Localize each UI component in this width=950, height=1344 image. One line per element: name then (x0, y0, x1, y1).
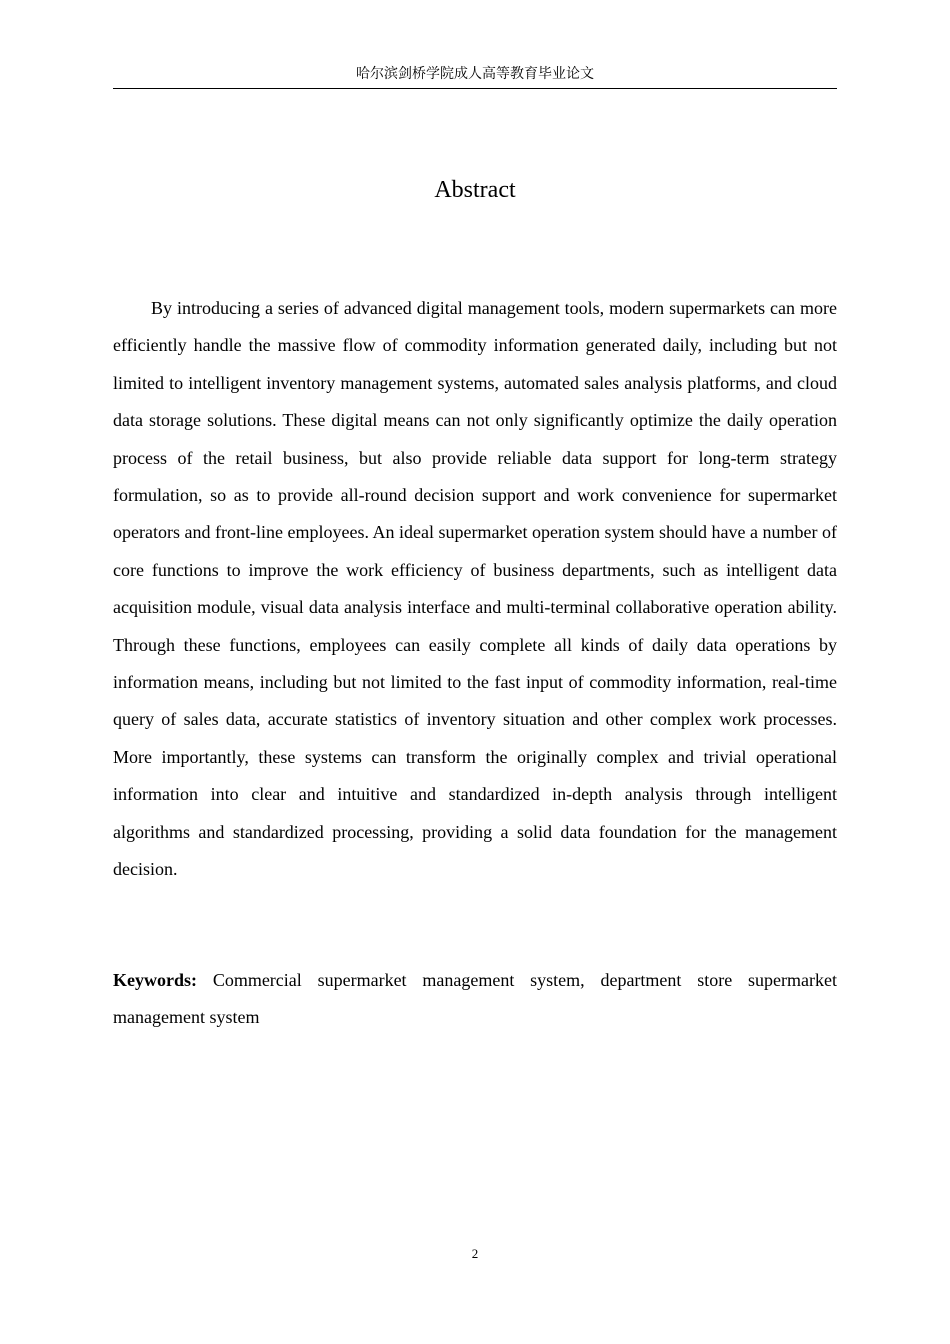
page-number: 2 (471, 1246, 479, 1261)
keywords-label: Keywords: (113, 970, 197, 990)
keywords-text: Commercial supermarket management system, department store supermarket management system (113, 970, 837, 1028)
abstract-title: Abstract (434, 177, 516, 203)
header-rule (113, 88, 837, 89)
running-header: 哈尔滨剑桥学院成人高等教育毕业论文 (356, 66, 594, 82)
keywords-paragraph (113, 962, 837, 1037)
abstract-paragraph: By introducing a series of advanced digital management tools, modern supermarkets can more efficiently handle the massive flow of commodity information generated daily, including but not limited to intelligent inventory management systems, automated sales analysis platforms, and cloud data storage solutions. These digital means can not only significantly optimize the daily operation process of the retail business, but also provide reliable data support for long-term strategy formulation, so as to provide all-round decision support and work convenience for supermarket operators and front-line employees. An ideal supermarket operation system should have a number of core functions to improve the work efficiency of business departments, such as intelligent data acquisition module, visual data analysis interface and multi-terminal collaborative operation ability. Through these functions, employees can easily complete all kinds of daily data operations by information means, including but not limited to the fast input of commodity information, real-time query of sales data, accurate statistics of inventory situation and other complex work processes. More importantly, these systems can transform the originally complex and trivial operational information into clear and intuitive and standardized in-depth analysis through intelligent algorithms and standardized processing, providing a solid data foundation for the management decision. (113, 298, 837, 880)
